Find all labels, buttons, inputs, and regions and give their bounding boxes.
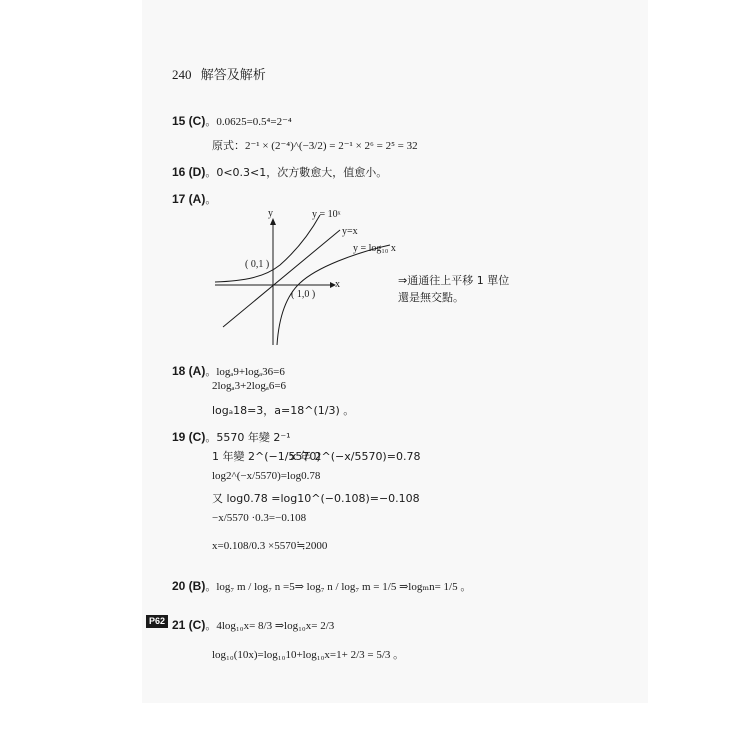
x-axis-label: x — [335, 279, 340, 290]
page-number: 240 — [172, 67, 192, 82]
q16-label: 16 (D) — [172, 165, 206, 179]
q19-step2b: x 年 2^(−x/5570)=0.78 — [290, 450, 421, 463]
q18-label: 18 (A) — [172, 364, 206, 378]
q18-line1 — [172, 362, 285, 380]
page-header — [172, 64, 266, 83]
q15-line1 — [172, 112, 292, 130]
label-y-equals-x: y=x — [342, 226, 358, 237]
q15-label: 15 (C) — [172, 114, 206, 128]
q15-prefix: 原式： — [212, 139, 245, 152]
q19-step4: 又 log0.78 =log10^(−0.108)=−0.108 — [212, 492, 420, 505]
q19-step3: log2^(−x/5570)=log0.78 — [212, 470, 321, 482]
y-axis-arrow — [270, 218, 276, 225]
q17-note-line2: 還是無交點。 — [398, 291, 464, 304]
q19-step1: 。5570 年變 2⁻¹ — [205, 431, 291, 444]
q19-step6: x=0.108/0.3 ×5570≒2000 — [212, 540, 328, 552]
label-logarithm: y = log₁₀ x — [353, 243, 396, 254]
q18-step3: logₐ18=3，a=18^(1/3) 。 — [212, 404, 355, 417]
q18-step1: 。logₐ9+logₐ36=6 — [205, 366, 285, 378]
q16-text: 。0<0.3<1，次方數愈大，值愈小。 — [205, 166, 388, 179]
p62-tag: P62 — [146, 615, 168, 628]
q19-step2a: 1 年變 2^(−1/5570) — [212, 450, 321, 463]
page-title: 解答及解析 — [200, 68, 266, 83]
q21-step1: 。4log₁₀x= 8/3 ⇒log₁₀x= 2/3 — [205, 620, 335, 632]
line-y-equals-x — [223, 230, 340, 327]
q21-label: 21 (C) — [172, 618, 206, 632]
label-exponential: y = 10ˣ — [312, 209, 341, 220]
q17-label: 17 (A) — [172, 192, 206, 206]
q16-line — [172, 163, 387, 181]
q18-step2: 2logₐ3+2logₐ6=6 — [212, 380, 287, 392]
q15-expression: 2⁻¹ × (2⁻⁴)^(−3/2) = 2⁻¹ × 2⁶ = 2⁵ = 32 — [245, 140, 418, 152]
curve-exponential — [215, 215, 320, 282]
q17-dot: 。 — [205, 194, 217, 206]
q20-line — [172, 577, 471, 595]
q21-line1 — [172, 616, 334, 634]
page-background — [142, 0, 648, 703]
q17-graph — [205, 205, 405, 350]
q20-text: 。log₇ m / log₇ n =5⇒ log₇ n / log₇ m = 1/5 ⇒logₘn= 1/5 。 — [205, 581, 472, 593]
y-axis-label: y — [268, 208, 273, 219]
point-0-1: ( 0,1 ) — [245, 259, 270, 270]
q15-step1: 。0.0625=0.5⁴=2⁻⁴ — [205, 116, 292, 128]
q19-line1 — [172, 428, 291, 446]
q20-label: 20 (B) — [172, 579, 206, 593]
q19-label: 19 (C) — [172, 430, 206, 444]
q15-line2 — [212, 136, 418, 154]
q17-note-line1: ⇒通通往上平移 1 單位 — [398, 274, 510, 287]
q19-step5: −x/5570 ·0.3=−0.108 — [212, 512, 307, 524]
point-1-0: ( 1,0 ) — [291, 289, 316, 300]
q21-step2: log₁₀(10x)=log₁₀10+log₁₀x=1+ 2/3 = 5/3 。 — [212, 649, 405, 661]
